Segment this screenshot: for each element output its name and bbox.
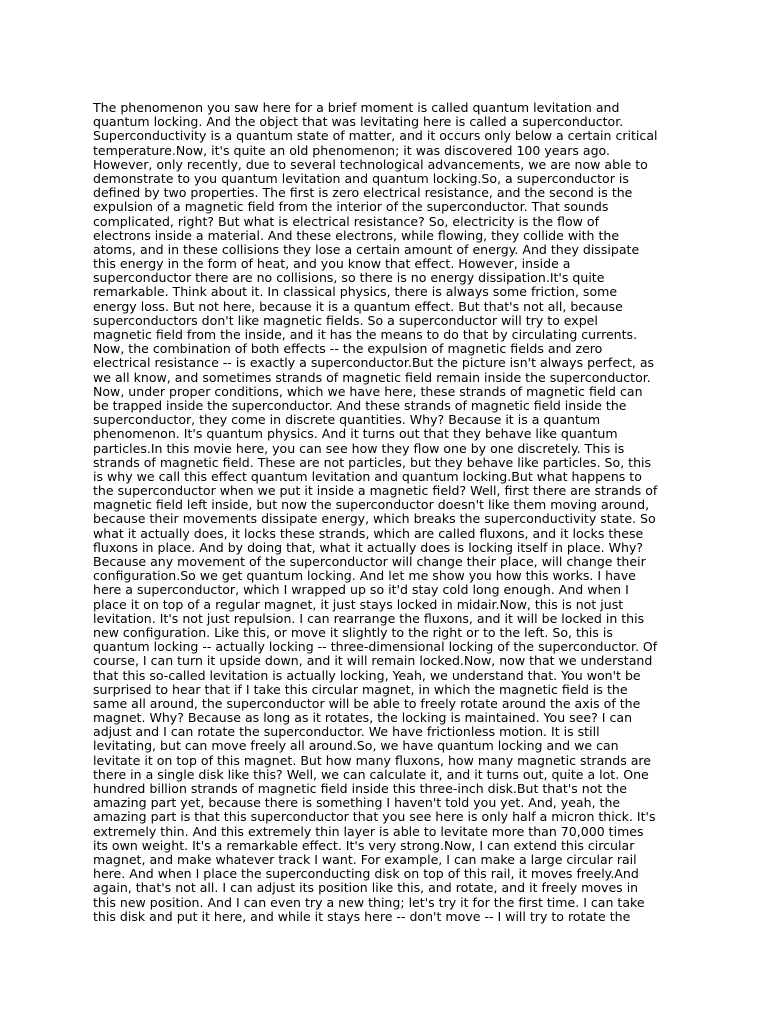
text-line: Superconductivity is a quantum state of matter, and it occurs only below a certain critical <box>93 128 658 144</box>
text-line: magnet. Why? Because as long as it rotates, the locking is maintained. You see? I can <box>93 710 633 726</box>
text-line: electrical resistance -- is exactly a superconductor.But the picture isn't always perfect, as <box>93 355 655 371</box>
text-line: here a superconductor, which I wrapped up so it'd stay cold long enough. And when I <box>93 582 629 598</box>
text-line: is why we call this effect quantum levitation and quantum locking.But what happens to <box>93 468 642 484</box>
text-line: Now, under proper conditions, which we have here, these strands of magnetic field can <box>93 383 643 399</box>
text-line: again, that's not all. I can adjust its position like this, and rotate, and it freely moves in <box>93 880 639 896</box>
text-line: new configuration. Like this, or move it slightly to the right or to the left. So, this is <box>93 624 613 640</box>
text-line: adjust and I can rotate the superconductor. We have frictionless motion. It is still <box>93 724 600 740</box>
text-line: this disk and put it here, and while it stays here -- don't move -- I will try to rotate the <box>93 908 631 924</box>
text-line: course, I can turn it upside down, and it will remain locked.Now, now that we understand <box>93 653 653 669</box>
text-line: we all know, and sometimes strands of magnetic field remain inside the superconductor. <box>93 369 651 385</box>
text-line: its own weight. It's a remarkable effect. It's very strong.Now, I can extend this circular <box>93 837 635 853</box>
text-line: the superconductor when we put it inside a magnetic field? Well, first there are strands of <box>93 483 658 499</box>
text-line: extremely thin. And this extremely thin layer is able to levitate more than 70,000 times <box>93 823 644 839</box>
text-line: defined by two properties. The first is zero electrical resistance, and the second is the <box>93 185 633 201</box>
text-line: magnet, and make whatever track I want. For example, I can make a large circular rail <box>93 851 637 867</box>
text-line: here. And when I place the superconducting disk on top of this rail, it moves freely.And <box>93 866 639 882</box>
text-line: this energy in the form of heat, and you know that effect. However, inside a <box>93 256 571 272</box>
text-line: electrons inside a material. And these electrons, while flowing, they collide with the <box>93 227 620 243</box>
text-line: fluxons in place. And by doing that, what it actually does is locking itself in place. Why? <box>93 539 644 555</box>
text-line: Now, the combination of both effects -- the expulsion of magnetic fields and zero <box>93 341 603 357</box>
text-line: phenomenon. It's quantum physics. And it turns out that they behave like quantum <box>93 426 618 442</box>
text-line: surprised to hear that if I take this circular magnet, in which the magnetic field is the <box>93 681 628 697</box>
text-line: there in a single disk like this? Well, we can calculate it, and it turns out, quite a lot. One <box>93 766 649 782</box>
text-line: magnetic field from the inside, and it has the means to do that by circulating currents. <box>93 327 638 342</box>
text-line: remarkable. Think about it. In classical physics, there is always some friction, some <box>93 284 618 300</box>
text-line: complicated, right? But what is electrical resistance? So, electricity is the flow of <box>93 213 599 229</box>
text-line: superconductor, they come in discrete quantities. Why? Because it is a quantum <box>93 412 601 428</box>
text-line: because their movements dissipate energy, which breaks the superconductivity state. So <box>93 511 656 527</box>
text-line: superconductors don't like magnetic fields. So a superconductor will try to expel <box>93 312 598 328</box>
text-line: amazing part yet, because there is something I haven't told you yet. And, yeah, the <box>93 795 621 811</box>
text-line: particles.In this movie here, you can see how they flow one by one discretely. This is <box>93 440 625 456</box>
text-line: same all around, the superconductor will be able to freely rotate around the axis of the <box>93 695 641 711</box>
text-line: atoms, and in these collisions they lose a certain amount of energy. And they dissipate <box>93 241 640 257</box>
text-line: superconductor there are no collisions, so there is no energy dissipation.It's quite <box>93 270 605 286</box>
text-line: energy loss. But not here, because it is a quantum effect. But that's not all, because <box>93 298 623 314</box>
text-line: be trapped inside the superconductor. And these strands of magnetic field inside the <box>93 397 627 413</box>
text-line: demonstrate to you quantum levitation and quantum locking.So, a superconductor is <box>93 170 629 186</box>
text-line: levitation. It's not just repulsion. I can rearrange the fluxons, and it will be locked in this <box>93 610 645 626</box>
text-line: amazing part is that this superconductor that you see here is only half a micron thick. It's <box>93 809 656 825</box>
text-line: that this so-called levitation is actually locking, Yeah, we understand that. You won't be <box>93 667 641 683</box>
text-line: quantum locking. And the object that was levitating here is called a superconductor. <box>93 114 624 130</box>
text-line: levitate it on top of this magnet. But how many fluxons, how many magnetic strands are <box>93 752 652 768</box>
text-line: temperature.Now, it's quite an old phenomenon; it was discovered 100 years ago. <box>93 142 610 158</box>
text-line: what it actually does, it locks these strands, which are called fluxons, and it locks these <box>93 525 644 541</box>
text-line: configuration.So we get quantum locking. And let me show you how this works. I have <box>93 568 636 584</box>
text-line: magnetic field left inside, but now the superconductor doesn't like them moving around, <box>93 497 650 513</box>
text-line: quantum locking -- actually locking -- three-dimensional locking of the superconductor. Of <box>93 639 658 655</box>
text-line: The phenomenon you saw here for a brief moment is called quantum levitation and <box>93 100 620 115</box>
transcript-paragraph <box>93 101 683 924</box>
text-line: levitating, but can move freely all around.So, we have quantum locking and we can <box>93 738 619 754</box>
text-line: Because any movement of the superconductor will change their place, will change their <box>93 554 646 569</box>
text-line: strands of magnetic field. These are not particles, but they behave like particles. So, this <box>93 454 652 470</box>
text-line: place it on top of a regular magnet, it just stays locked in midair.Now, this is not just <box>93 596 624 612</box>
text-line: expulsion of a magnetic field from the interior of the superconductor. That sounds <box>93 199 609 215</box>
text-line: hundred billion strands of magnetic field inside this three-inch disk.But that's not the <box>93 781 627 796</box>
text-line: However, only recently, due to several technological advancements, we are now able to <box>93 156 648 172</box>
text-line: this new position. And I can even try a new thing; let's try it for the first time. I can take <box>93 894 645 910</box>
